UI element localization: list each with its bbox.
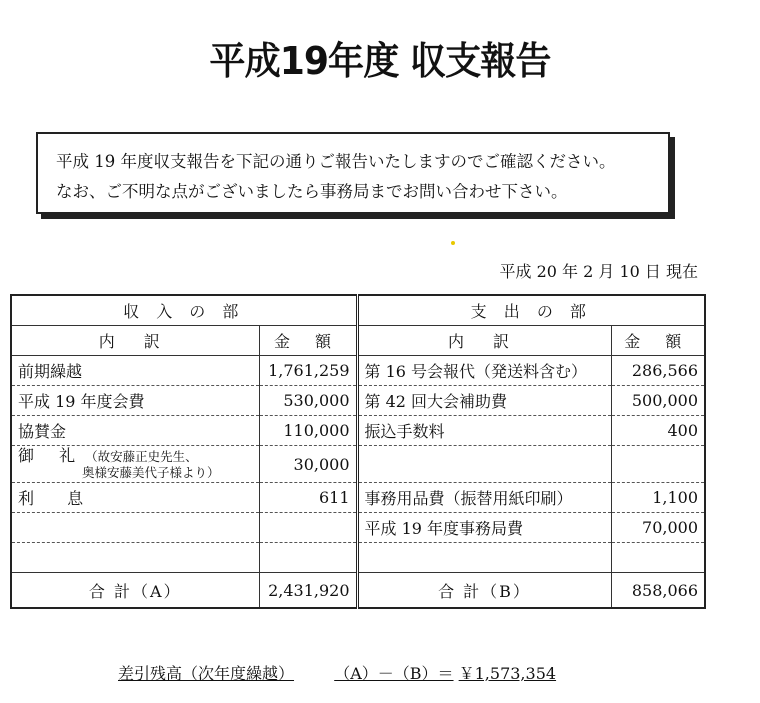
income-amount: 110,000: [259, 416, 357, 446]
table-row: [11, 416, 705, 446]
expense-item: 平成 19 年度事務局費: [357, 513, 611, 543]
table-row: [11, 513, 705, 543]
expense-total: 858,066: [611, 573, 705, 609]
page-title: 平成19年度 収支報告: [209, 39, 551, 83]
income-header: 収 入 の 部: [11, 295, 357, 326]
balance-label: 差引残高（次年度繰越）: [118, 664, 295, 683]
income-amount: [259, 543, 357, 573]
orei-note-2: 奥様安藤美代子様より）: [82, 464, 220, 480]
income-item: [11, 446, 259, 483]
income-amount: 1,761,259: [259, 356, 357, 386]
expense-item: 事務用品費（振替用紙印刷）: [357, 483, 611, 513]
expense-amount: 286,566: [611, 356, 705, 386]
income-amount: 30,000: [259, 446, 357, 483]
income-item: [11, 543, 259, 573]
income-item: [11, 513, 259, 543]
table-row: [11, 483, 705, 513]
income-total-label: 合 計（A）: [11, 573, 259, 609]
income-item: 利 息: [11, 483, 259, 513]
income-item: 協賛金: [11, 416, 259, 446]
orei-note-1: （故安藤正史先生、: [85, 448, 198, 464]
expense-amount: [611, 543, 705, 573]
date-line: 平成 20 年 2 月 10 日 現在: [499, 262, 698, 281]
expense-item: [357, 543, 611, 573]
notice-line-2: なお、ご不明な点がございましたら事務局までお問い合わせ下さい。: [56, 182, 568, 201]
total-row: [11, 573, 705, 609]
table-row: [11, 446, 705, 483]
expense-amount: 1,100: [611, 483, 705, 513]
expense-col-amount: 金 額: [611, 326, 705, 356]
expense-item: [357, 446, 611, 483]
income-total: 2,431,920: [259, 573, 357, 609]
speck-mark: [451, 241, 455, 245]
notice-box: [36, 132, 670, 214]
table-row: [11, 386, 705, 416]
income-item: 前期繰越: [11, 356, 259, 386]
orei-label: 御 礼: [18, 445, 86, 465]
income-col-item: 内 訳: [11, 326, 259, 356]
income-amount: 611: [259, 483, 357, 513]
balance-amount: ￥1,573,354: [458, 664, 557, 683]
income-item: 平成 19 年度会費: [11, 386, 259, 416]
notice-line-1: 平成 19 年度収支報告を下記の通りご報告いたしますのでご確認ください。: [56, 152, 616, 171]
expense-col-item: 内 訳: [357, 326, 611, 356]
expense-amount: 70,000: [611, 513, 705, 543]
balance-table: [10, 294, 706, 609]
expense-amount: 500,000: [611, 386, 705, 416]
table-row: [11, 543, 705, 573]
income-amount: [259, 513, 357, 543]
income-amount: 530,000: [259, 386, 357, 416]
expense-item: 振込手数料: [357, 416, 611, 446]
expense-item: 第 42 回大会補助費: [357, 386, 611, 416]
expense-amount: 400: [611, 416, 705, 446]
balance-line: [118, 661, 556, 684]
income-col-amount: 金 額: [259, 326, 357, 356]
expense-amount: [611, 446, 705, 483]
expense-total-label: 合 計（B）: [357, 573, 611, 609]
table-row: [11, 356, 705, 386]
expense-item: 第 16 号会報代（発送料含む）: [357, 356, 611, 386]
balance-formula: （A）－（B）＝: [334, 664, 454, 683]
expense-header: 支 出 の 部: [357, 295, 705, 326]
